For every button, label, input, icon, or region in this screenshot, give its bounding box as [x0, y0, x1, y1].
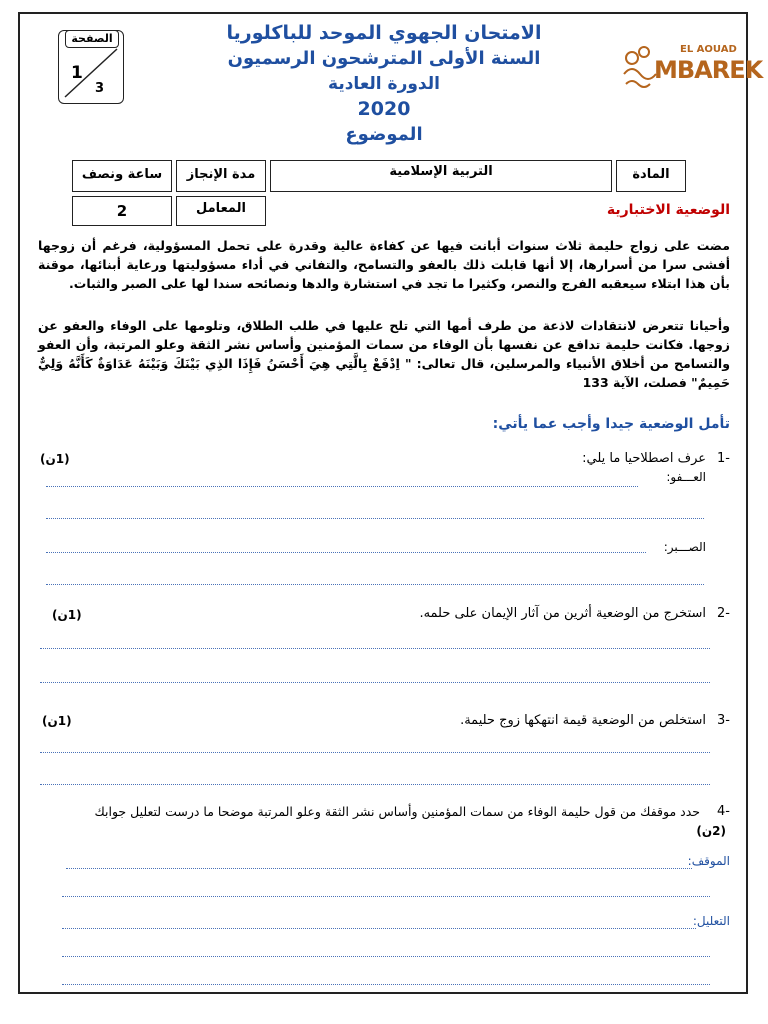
answer-line[interactable]	[62, 896, 710, 897]
answer-line[interactable]	[40, 682, 710, 683]
logo-top-text: EL AOUAD	[680, 44, 737, 55]
answer-line[interactable]	[46, 552, 646, 553]
question-4-text: حدد موقفك من قول حليمة الوفاء من سمات المؤمنين وأساس نشر الثقة وعلو المرتبة موضحا ما درست لتعليل جوابك	[94, 804, 700, 819]
question-1-number: -1	[717, 451, 730, 466]
exam-session: الدورة العادية	[328, 74, 440, 94]
term-forgiveness: العـــفو:	[666, 470, 706, 484]
logo-main-text: MBAREK	[654, 56, 763, 84]
question-2-points: (1ن)	[52, 608, 82, 622]
answer-line[interactable]	[62, 984, 710, 985]
exam-subject-heading: الموضوع	[345, 124, 423, 145]
exam-year: 2020	[357, 98, 411, 120]
situation-paragraph-2: وأحيانا تتعرض لانتقادات لاذعة من طرف أمها التي تلح عليها في طلب الطلاق، وتلومها على الوفاء والعفو عن زوجها. فكانت حليمة تدافع عن نفسها بأن الوفاء من سمات المؤمنين وأساس نشر الثقة وعلو المرتبة، وأن العفو والتسامح من أخلاق الأنبياء والمرسلين، قال تعالى: " اِدْفَعْ بِالَّتِي هِيَ أَحْسَنُ فَإِذَا الذِي بَيْنَكَ وَبَيْنَهُ عَدَاوَةٌ كَأَنَّهُ وَلِيٌّ حَمِيمٌ" فصلت، الآية 133	[38, 318, 730, 390]
term-patience: الصـــبر:	[663, 540, 706, 554]
page-total: 3	[95, 81, 105, 96]
subject-label-cell: المادة	[616, 160, 686, 192]
question-3-text: استخلص من الوضعية قيمة انتهكها زوج حليمة.	[460, 713, 706, 728]
mbarek-logo	[618, 40, 763, 96]
question-4-number: -4	[717, 804, 730, 819]
answer-line[interactable]	[40, 648, 710, 649]
answer-line[interactable]	[46, 518, 704, 519]
answer-line[interactable]	[62, 928, 696, 929]
exam-level: السنة الأولى المترشحون الرسميون	[227, 48, 541, 69]
answer-line[interactable]	[46, 584, 704, 585]
exam-title: الامتحان الجهوي الموحد للباكلوريا	[226, 22, 542, 44]
question-3-points: (1ن)	[42, 714, 72, 728]
answer-line[interactable]	[66, 868, 692, 869]
answer-line[interactable]	[40, 784, 710, 785]
question-3-number: -3	[717, 713, 730, 728]
question-1-points: (1ن)	[40, 452, 70, 466]
situation-paragraph-1: مضت على زواج حليمة ثلاث سنوات أبانت فيها عن كفاءة عالية وقدرة على تحمل المسؤولية، فرغم أن زوجها أفشى سرا من أسرارها، إلا أنها قابلت ذلك بالعفو والتسامح، والتفاني في أداء مسؤوليتها ورعاية أبنائها، موقنة بأن هذا ابتلاء سيعقبه الفرج والنصر، وكثيرا ما تجد في استشارة والدها ونصائحه سندا لها على الصبر والثبات.	[38, 238, 730, 291]
answer-line[interactable]	[46, 486, 638, 487]
duration-label-cell: مدة الإنجاز	[176, 160, 266, 192]
question-2-text: استخرج من الوضعية أثرين من آثار الإيمان على حلمه.	[419, 606, 706, 621]
justification-label: التعليل:	[692, 914, 730, 928]
question-1-text: عرف اصطلاحيا ما يلي:	[582, 451, 706, 466]
coef-value-cell: 2	[72, 196, 172, 226]
page-number-box	[58, 30, 124, 104]
question-2-number: -2	[717, 606, 730, 621]
stance-label: الموقف:	[687, 854, 730, 868]
duration-value-cell: ساعة ونصف	[72, 160, 172, 192]
subject-value-cell: التربية الإسلامية	[270, 160, 612, 192]
instruction: تأمل الوضعية جيدا وأجب عما يأتي:	[492, 416, 730, 432]
situation-title: الوضعية الاختبارية	[606, 202, 730, 218]
question-4-points: (2ن)	[696, 824, 726, 838]
answer-line[interactable]	[40, 752, 710, 753]
coef-label-cell: المعامل	[176, 196, 266, 226]
answer-line[interactable]	[62, 956, 710, 957]
page-label: الصفحة	[65, 30, 119, 48]
page-current: 1	[71, 63, 83, 83]
